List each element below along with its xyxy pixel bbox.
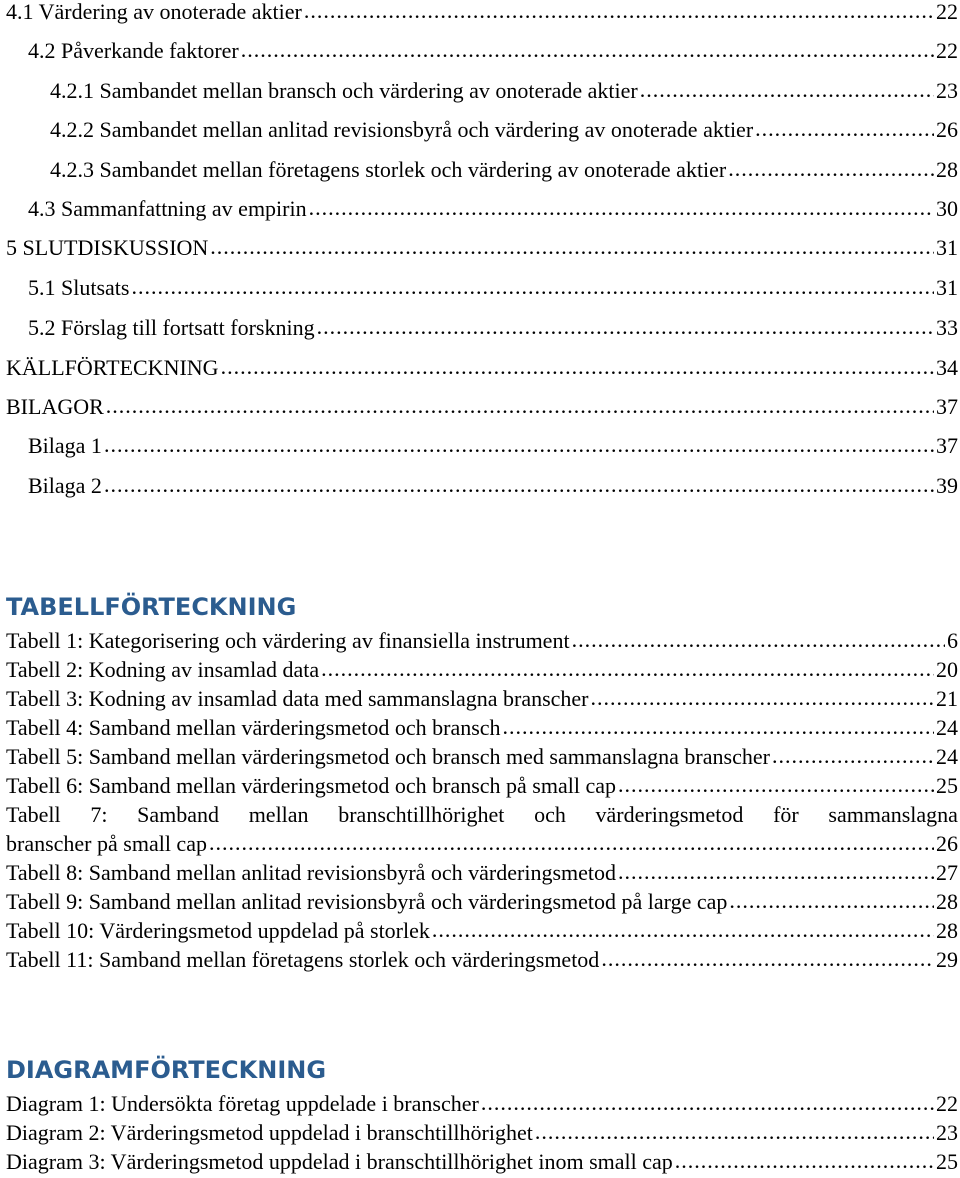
- dot-leader: [104, 471, 934, 499]
- toc-entry-page: 31: [936, 275, 958, 300]
- toc-entry-text: 4.2.3 Sambandet mellan företagens storlek och värdering av onoterade aktier: [50, 157, 727, 182]
- toc-entry[interactable]: [28, 472, 960, 500]
- dot-leader: [728, 155, 934, 183]
- diagram-list-entry-page: 22: [936, 1091, 958, 1116]
- toc-entry-text: 4.2.2 Sambandet mellan anlitad revisionsbyrå och värdering av onoterade aktier: [50, 117, 754, 142]
- table-list-entry-page: 24: [936, 744, 958, 769]
- toc-entry[interactable]: [6, 354, 960, 382]
- diagram-list-entry[interactable]: [6, 1148, 960, 1176]
- word: 7:: [90, 802, 108, 827]
- table-list-heading: TABELLFÖRTECKNING: [6, 593, 297, 621]
- dot-leader: [591, 684, 934, 712]
- table-list-entry-text: Tabell 1: Kategorisering och värdering av finansiella instrument: [6, 628, 570, 653]
- table-list-entry-line1[interactable]: [6, 801, 958, 829]
- diagram-list-heading: DIAGRAMFÖRTECKNING: [6, 1056, 327, 1084]
- table-list-entry[interactable]: [6, 656, 960, 684]
- toc-entry-page: 39: [936, 473, 958, 498]
- dot-leader: [503, 713, 934, 741]
- table-list-entry-page: 29: [936, 947, 958, 972]
- toc-entry-page: 22: [936, 0, 958, 24]
- toc-entry[interactable]: [28, 195, 960, 223]
- dot-leader: [618, 858, 934, 886]
- table-list-entry-page: 20: [936, 657, 958, 682]
- toc-entry-page: 30: [936, 196, 958, 221]
- diagram-list-entry-page: 23: [936, 1120, 958, 1145]
- dot-leader: [241, 36, 934, 64]
- toc-entry[interactable]: [6, 234, 960, 262]
- toc-entry-text: KÄLLFÖRTECKNING: [6, 355, 219, 380]
- dot-leader: [601, 945, 934, 973]
- dot-leader: [221, 353, 934, 381]
- toc-entry[interactable]: [28, 432, 960, 460]
- table-list-entry[interactable]: [6, 917, 960, 945]
- table-list-entry-text: Tabell 9: Samband mellan anlitad revisionsbyrå och värderingsmetod på large cap: [6, 889, 728, 914]
- word: branschtillhörighet: [338, 802, 505, 827]
- dot-leader: [432, 916, 934, 944]
- toc-entry[interactable]: [50, 116, 960, 144]
- table-list-entry[interactable]: [6, 685, 960, 713]
- toc-entry-text: 4.2 Påverkande faktorer: [28, 38, 239, 63]
- table-list-entry[interactable]: [6, 859, 960, 887]
- toc-entry-page: 33: [936, 315, 958, 340]
- word: värderingsmetod: [595, 802, 744, 827]
- toc-entry[interactable]: [28, 314, 960, 342]
- toc-entry-text: 5 SLUTDISKUSSION: [6, 235, 209, 260]
- toc-entry-page: 23: [936, 78, 958, 103]
- dot-leader: [104, 431, 934, 459]
- word: mellan: [248, 802, 309, 827]
- table-list-entry-text: Tabell 10: Värderingsmetod uppdelad på storlek: [6, 918, 430, 943]
- word: och: [534, 802, 566, 827]
- table-list-entry-page: 28: [936, 918, 958, 943]
- table-list-entry[interactable]: [6, 743, 960, 771]
- table-list-entry-page: 24: [936, 715, 958, 740]
- toc-entry[interactable]: [28, 274, 960, 302]
- diagram-list-entry-page: 25: [936, 1149, 958, 1174]
- word: Samband: [137, 802, 220, 827]
- diagram-list-entry-text: Diagram 3: Värderingsmetod uppdelad i branschtillhörighet inom small cap: [6, 1149, 673, 1174]
- toc-entry-page: 37: [936, 433, 958, 458]
- diagram-list-entry-text: Diagram 1: Undersökta företag uppdelade i branscher: [6, 1091, 479, 1116]
- toc-entry[interactable]: [6, 393, 960, 421]
- toc-entry-text: 5.1 Slutsats: [28, 275, 130, 300]
- diagram-list-entry-text: Diagram 2: Värderingsmetod uppdelad i branschtillhörighet: [6, 1120, 533, 1145]
- table-list-entry-text: Tabell 8: Samband mellan anlitad revisionsbyrå och värderingsmetod: [6, 860, 617, 885]
- dot-leader: [729, 887, 934, 915]
- table-list-entry[interactable]: [6, 772, 960, 800]
- table-list-entry-text: Tabell 11: Samband mellan företagens storlek och värderingsmetod: [6, 947, 600, 972]
- toc-entry-page: 37: [936, 394, 958, 419]
- toc-entry-page: 22: [936, 38, 958, 63]
- dot-leader: [772, 742, 934, 770]
- toc-entry-text: 4.2.1 Sambandet mellan bransch och värdering av onoterade aktier: [50, 78, 638, 103]
- toc-entry[interactable]: [50, 77, 960, 105]
- table-list-entry-page: 6: [947, 628, 958, 653]
- table-list-entry[interactable]: [6, 888, 960, 916]
- dot-leader: [209, 829, 934, 857]
- table-list-entry-text: Tabell 3: Kodning av insamlad data med sammanslagna branscher: [6, 686, 589, 711]
- toc-entry[interactable]: [50, 156, 960, 184]
- toc-entry-text: Bilaga 2: [28, 473, 102, 498]
- toc-entry-page: 31: [936, 235, 958, 260]
- table-list-entry[interactable]: [6, 627, 960, 655]
- toc-entry-text: 5.2 Förslag till fortsatt forskning: [28, 315, 315, 340]
- dot-leader: [106, 392, 934, 420]
- table-list-entry-text: branscher på small cap: [6, 831, 207, 856]
- diagram-list-entry[interactable]: [6, 1119, 960, 1147]
- toc-entry-page: 34: [936, 355, 958, 380]
- toc-entry-text: BILAGOR: [6, 394, 104, 419]
- dot-leader: [210, 233, 934, 261]
- table-list-entry[interactable]: [6, 946, 960, 974]
- dot-leader: [317, 313, 934, 341]
- toc-entry-text: Bilaga 1: [28, 433, 102, 458]
- dot-leader: [618, 771, 934, 799]
- toc-entry[interactable]: [28, 37, 960, 65]
- table-list-entry-text: Tabell 2: Kodning av insamlad data: [6, 657, 320, 682]
- dot-leader: [535, 1118, 934, 1146]
- table-list-entry-page: 25: [936, 773, 958, 798]
- table-list-entry-page: 21: [936, 686, 958, 711]
- toc-entry-text: 4.3 Sammanfattning av empirin: [28, 196, 307, 221]
- toc-entry-page: 26: [936, 117, 958, 142]
- toc-entry-page: 28: [936, 157, 958, 182]
- dot-leader: [755, 115, 934, 143]
- table-list-entry-text: Tabell 5: Samband mellan värderingsmetod och bransch med sammanslagna branscher: [6, 744, 770, 769]
- dot-leader: [481, 1089, 934, 1117]
- dot-leader: [675, 1147, 934, 1175]
- dot-leader: [131, 273, 934, 301]
- table-list-entry[interactable]: [6, 714, 960, 742]
- table-list-entry-text: Tabell 6: Samband mellan värderingsmetod och bransch på small cap: [6, 773, 616, 798]
- dot-leader: [572, 626, 945, 654]
- table-list-entry-page: 27: [936, 860, 958, 885]
- dot-leader: [309, 194, 934, 222]
- toc-entry[interactable]: [6, 0, 960, 26]
- diagram-list-entry[interactable]: [6, 1090, 960, 1118]
- table-list-entry[interactable]: [6, 830, 960, 858]
- dot-leader: [640, 76, 934, 104]
- table-list-entry-text: Tabell 4: Samband mellan värderingsmetod och bransch: [6, 715, 501, 740]
- dot-leader: [321, 655, 934, 683]
- word: Tabell: [6, 802, 61, 827]
- word: för: [773, 802, 799, 827]
- dot-leader: [304, 0, 934, 25]
- table-list-entry-page: 26: [936, 831, 958, 856]
- word: sammanslagna: [828, 802, 958, 827]
- table-list-entry-page: 28: [936, 889, 958, 914]
- toc-entry-text: 4.1 Värdering av onoterade aktier: [6, 0, 302, 24]
